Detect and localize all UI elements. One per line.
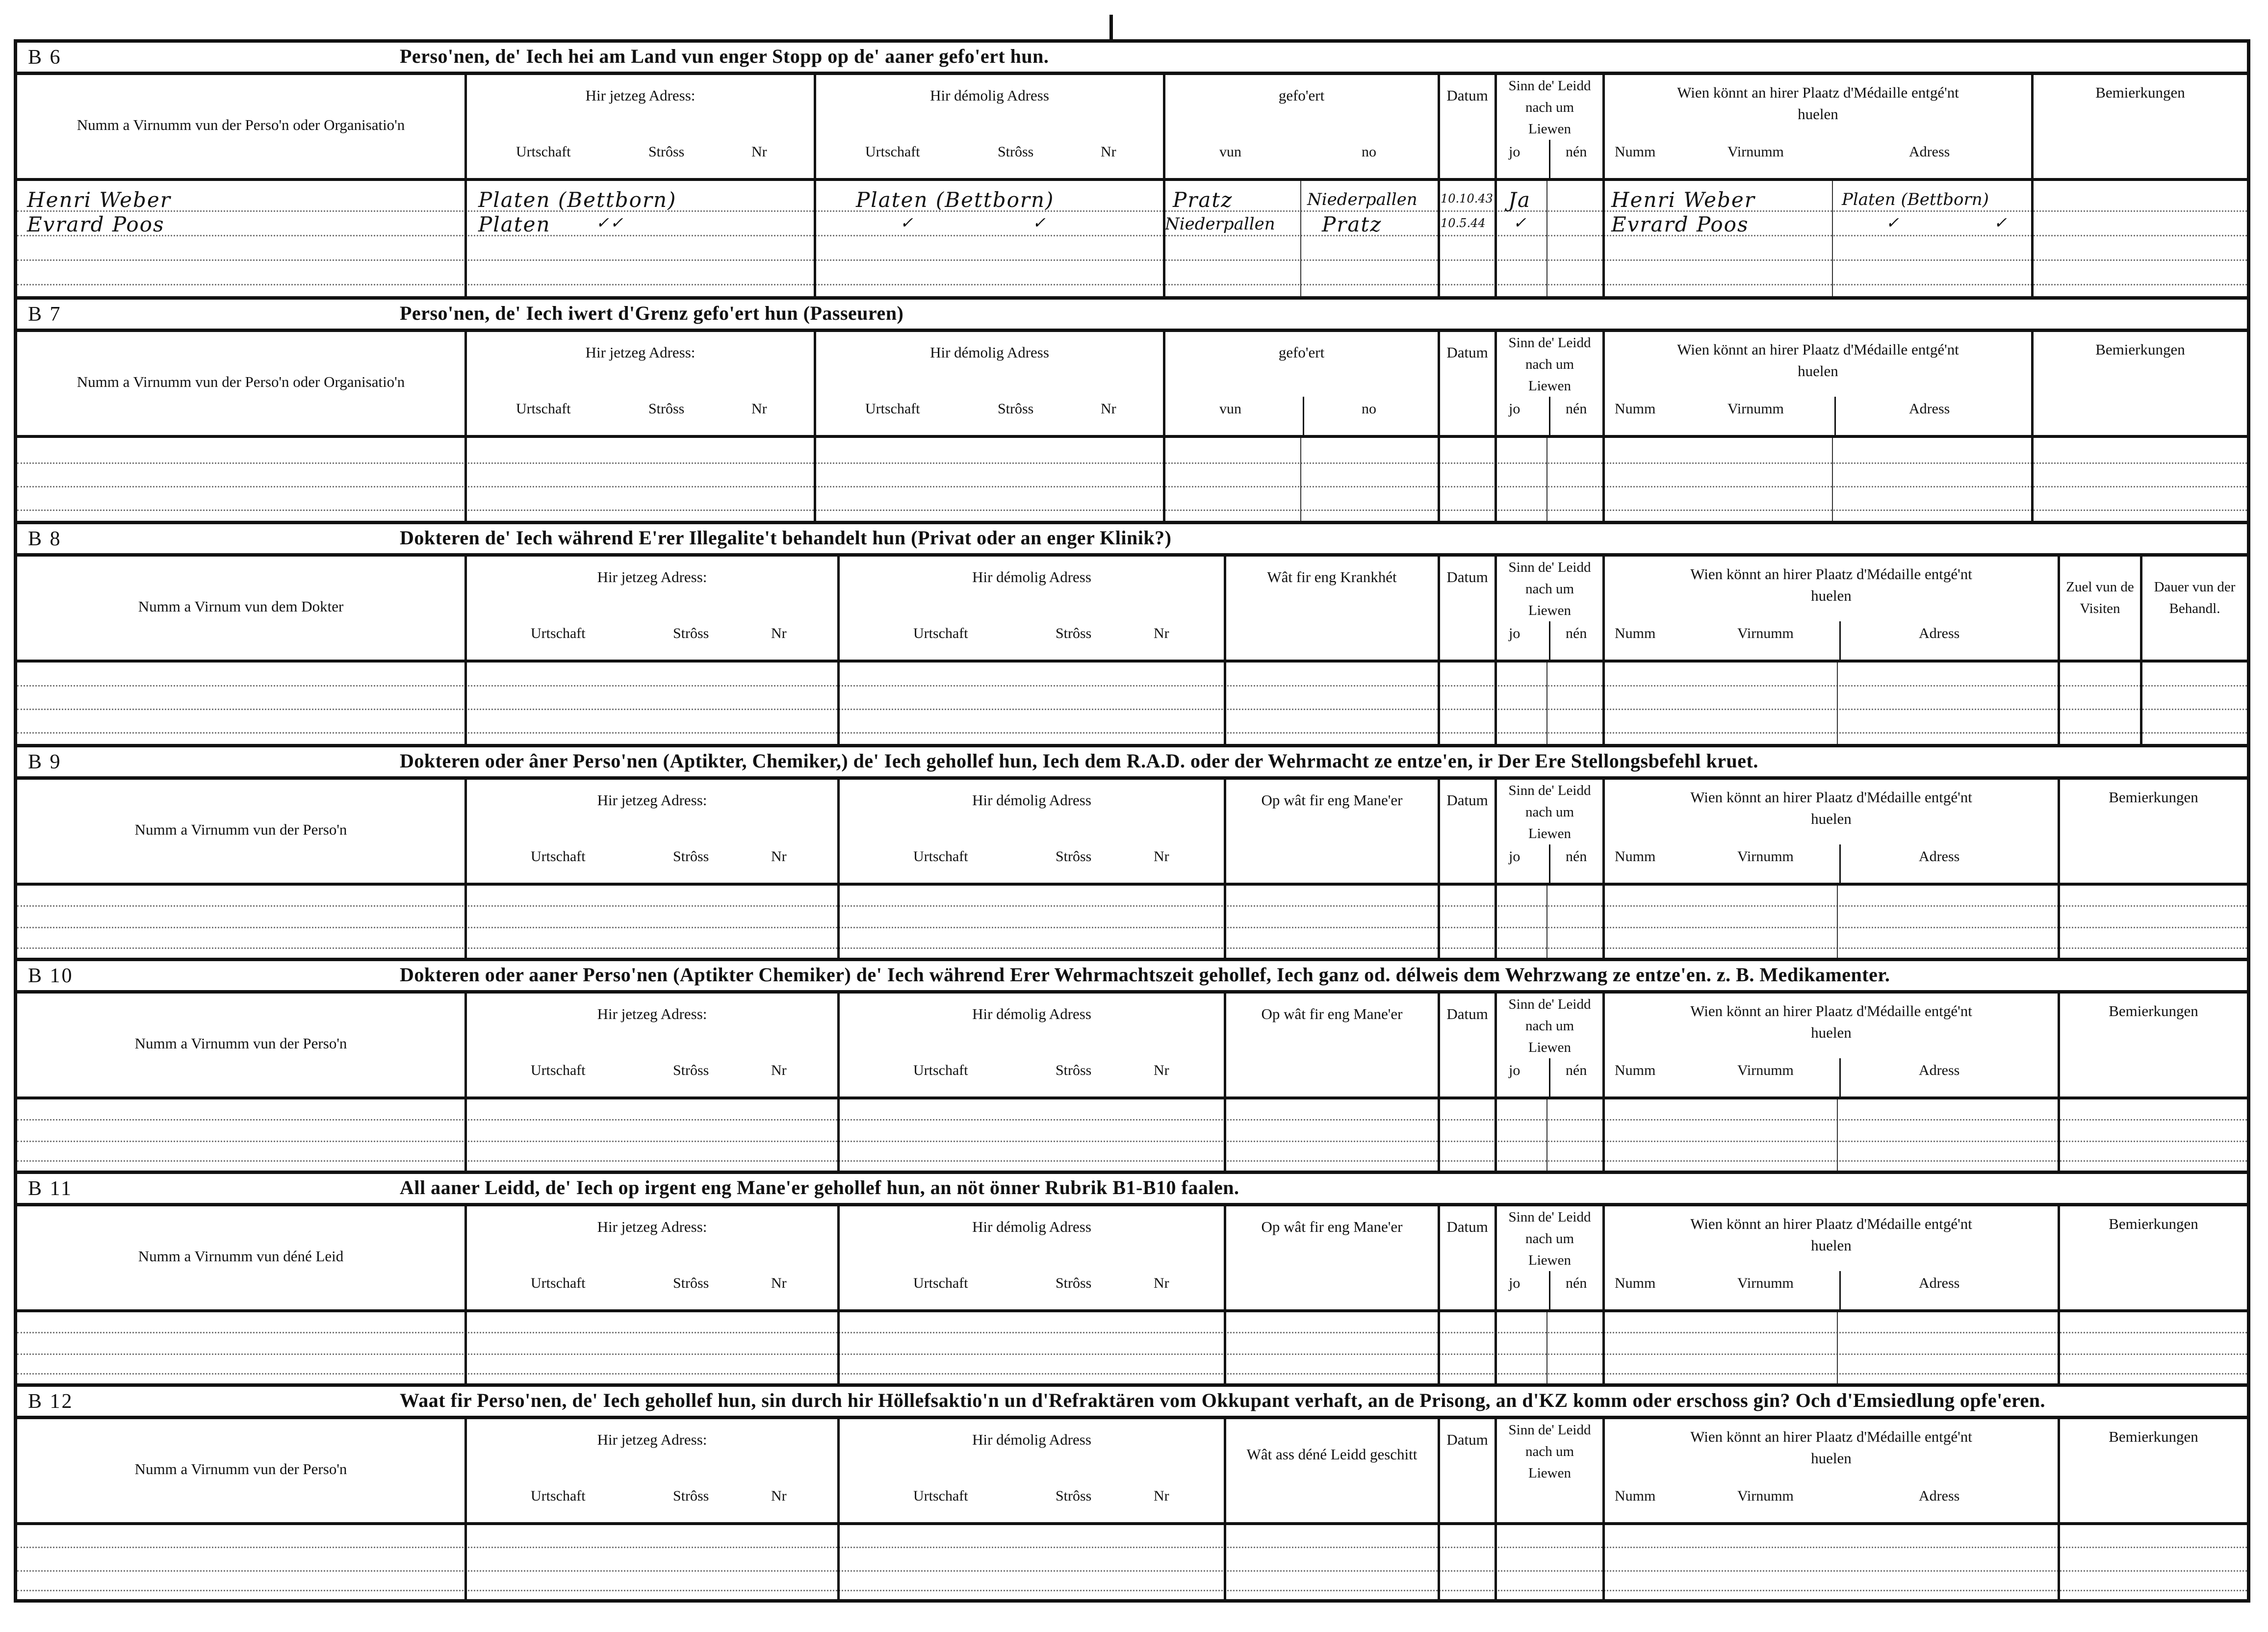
number-label: Nr: [751, 144, 767, 160]
ditto-mark: ✓: [1513, 213, 1527, 232]
locality-label: Urtschaft: [913, 1275, 968, 1291]
firstname-label: Virnumm: [1737, 848, 1794, 865]
number-label: Nr: [771, 1488, 787, 1504]
number-label: Nr: [1154, 848, 1169, 865]
remarks-header: Bemierkungen: [2109, 1215, 2198, 1232]
section-title-bar: [17, 524, 2247, 557]
number-label: Nr: [1101, 401, 1116, 417]
still-alive-header: Sinn de' Leidd nach um Liewen: [1508, 996, 1591, 1055]
section-code: B 9: [28, 751, 62, 773]
medal-header: Wien könnt an hirer Plaatz d'Médaille entgé'nt huelen: [1690, 789, 1972, 827]
entry-medal-address: Platen (Bettborn): [1842, 190, 1989, 209]
current-address-header: Hir jetzeg Adress:: [597, 1431, 707, 1448]
surname-label: Numm: [1615, 144, 1656, 160]
street-label: Strôss: [998, 144, 1034, 160]
referee-form: [14, 39, 2250, 1603]
former-address-header: Hir démolig Adress: [972, 1431, 1091, 1448]
street-label: Strôss: [998, 401, 1034, 417]
locality-label: Urtschaft: [531, 1062, 586, 1078]
transported-header: gefo'ert: [1278, 87, 1325, 104]
firstname-label: Virnumm: [1737, 1062, 1794, 1078]
street-label: Strôss: [1056, 1275, 1092, 1291]
table-body: [17, 438, 2247, 524]
date-header: Datum: [1446, 568, 1488, 586]
entry-medal-name: Henri Weber: [1611, 188, 1755, 212]
medal-header: Wien könnt an hirer Plaatz d'Médaille entgé'nt huelen: [1690, 1002, 1972, 1041]
table-header: [17, 75, 2247, 181]
current-address-header: Hir jetzeg Adress:: [597, 1218, 707, 1235]
no-label: nén: [1566, 848, 1587, 865]
section-b9: [17, 747, 2247, 961]
current-address-header: Hir jetzeg Adress:: [597, 791, 707, 809]
street-label: Strôss: [648, 401, 685, 417]
street-label: Strôss: [673, 625, 709, 641]
street-label: Strôss: [1056, 1062, 1092, 1078]
section-b10: [17, 961, 2247, 1174]
street-label: Strôss: [1056, 1488, 1092, 1504]
section-heading: All aaner Leidd, de' Iech op irgent eng Mane'er gehollef hun, an nöt önner Rubrik B1-B10 faalen.: [400, 1176, 1239, 1198]
name-column-header: Numm a Virnum vun dem Dokter: [138, 598, 344, 615]
former-address-header: Hir démolig Adress: [972, 1005, 1091, 1022]
medal-header: Wien könnt an hirer Plaatz d'Médaille entgé'nt huelen: [1677, 84, 1959, 123]
locality-label: Urtschaft: [865, 144, 920, 160]
remarks-header: Bemierkungen: [2109, 789, 2198, 806]
date-header: Datum: [1446, 344, 1488, 361]
street-label: Strôss: [1056, 848, 1092, 865]
medal-header: Wien könnt an hirer Plaatz d'Médaille entgé'nt huelen: [1690, 565, 1972, 604]
entry-medal-name: Evrard Poos: [1611, 212, 1749, 236]
entry-current-address: Platen (Bettborn): [478, 188, 677, 212]
locality-label: Urtschaft: [516, 144, 571, 160]
medal-header: Wien könnt an hirer Plaatz d'Médaille entgé'nt huelen: [1690, 1215, 1972, 1254]
section-code: B 11: [28, 1177, 73, 1200]
locality-label: Urtschaft: [531, 848, 586, 865]
manner-header: Op wât fir eng Mane'er: [1261, 1218, 1403, 1235]
section-code: B 7: [28, 303, 62, 326]
surname-label: Numm: [1615, 625, 1656, 641]
section-code: B 10: [28, 965, 74, 987]
table-header: [17, 780, 2247, 886]
street-label: Strôss: [673, 1275, 709, 1291]
locality-label: Urtschaft: [865, 401, 920, 417]
locality-label: Urtschaft: [913, 1062, 968, 1078]
name-column-header: Numm a Virnumm vun der Perso'n: [134, 1035, 347, 1052]
from-label: vun: [1219, 401, 1241, 417]
former-address-header: Hir démolig Adress: [972, 568, 1091, 586]
still-alive-header: Sinn de' Leidd nach um Liewen: [1508, 560, 1591, 618]
ditto-mark: ✓✓: [596, 213, 624, 232]
street-label: Strôss: [648, 144, 685, 160]
section-code: B 8: [28, 528, 62, 550]
section-title-bar: [17, 1174, 2247, 1206]
date-header: Datum: [1446, 1005, 1488, 1022]
section-code: B 12: [28, 1390, 74, 1413]
ditto-mark: ✓: [1886, 213, 1900, 232]
medal-header: Wien könnt an hirer Plaatz d'Médaille entgé'nt huelen: [1690, 1428, 1972, 1467]
address-label: Adress: [1919, 1062, 1960, 1078]
surname-label: Numm: [1615, 1488, 1656, 1504]
locality-label: Urtschaft: [531, 1488, 586, 1504]
name-column-header: Numm a Virnumm vun der Perso'n oder Organisatio'n: [77, 116, 405, 133]
surname-label: Numm: [1615, 1062, 1656, 1078]
locality-label: Urtschaft: [531, 1275, 586, 1291]
street-label: Strôss: [673, 848, 709, 865]
locality-label: Urtschaft: [516, 401, 571, 417]
ditto-mark: ✓: [1994, 213, 2008, 232]
number-label: Nr: [771, 625, 787, 641]
section-title-bar: [17, 43, 2247, 75]
address-label: Adress: [1919, 848, 1960, 865]
firstname-label: Virnumm: [1727, 401, 1784, 417]
table-header: [17, 1419, 2247, 1525]
remarks-header: Bemierkungen: [2109, 1428, 2198, 1445]
section-heading: Dokteren de' Iech während E'rer Illegalite't behandelt hun (Privat oder an enger Klinik?): [400, 527, 1172, 549]
entry-former-address: Platen (Bettborn): [856, 188, 1055, 212]
no-label: nén: [1566, 1275, 1587, 1291]
no-label: nén: [1566, 144, 1587, 160]
number-label: Nr: [771, 848, 787, 865]
still-alive-header: Sinn de' Leidd nach um Liewen: [1508, 78, 1591, 137]
table-body: [17, 181, 2247, 300]
table-body: [17, 1099, 2247, 1174]
section-title-bar: [17, 300, 2247, 332]
no-label: nén: [1566, 401, 1587, 417]
medal-header: Wien könnt an hirer Plaatz d'Médaille entgé'nt huelen: [1677, 341, 1959, 380]
entry-from: Niederpallen: [1165, 214, 1275, 234]
yes-label: jo: [1509, 1062, 1521, 1078]
still-alive-header: Sinn de' Leidd nach um Liewen: [1508, 335, 1591, 394]
no-label: nén: [1566, 625, 1587, 641]
firstname-label: Virnumm: [1727, 144, 1784, 160]
street-label: Strôss: [1056, 625, 1092, 641]
entry-yes: Ja: [1508, 188, 1531, 212]
table-body: [17, 1525, 2247, 1599]
remarks-header: Bemierkungen: [2109, 1002, 2198, 1020]
locality-label: Urtschaft: [913, 1488, 968, 1504]
yes-label: jo: [1509, 144, 1521, 160]
former-address-header: Hir démolig Adress: [930, 344, 1049, 361]
still-alive-header: Sinn de' Leidd nach um Liewen: [1508, 783, 1591, 842]
current-address-header: Hir jetzeg Adress:: [585, 344, 696, 361]
date-header: Datum: [1446, 791, 1488, 809]
address-label: Adress: [1909, 144, 1950, 160]
table-header: [17, 557, 2247, 663]
number-label: Nr: [771, 1062, 787, 1078]
entry-date: 10.5.44: [1441, 216, 1486, 230]
name-column-header: Numm a Virnumm vun déné Leid: [138, 1248, 344, 1265]
section-title-bar: [17, 747, 2247, 780]
table-body: [17, 663, 2247, 747]
number-label: Nr: [751, 401, 767, 417]
manner-header: Op wât fir eng Mane'er: [1261, 1005, 1403, 1022]
section-b7: [17, 300, 2247, 524]
entry-date: 10.10.43: [1441, 192, 1493, 205]
address-label: Adress: [1919, 1275, 1960, 1291]
street-label: Strôss: [673, 1488, 709, 1504]
yes-label: jo: [1509, 848, 1521, 865]
firstname-label: Virnumm: [1737, 1488, 1794, 1504]
former-address-header: Hir démolig Adress: [972, 791, 1091, 809]
number-label: Nr: [771, 1275, 787, 1291]
section-b11: [17, 1174, 2247, 1387]
former-address-header: Hir démolig Adress: [972, 1218, 1091, 1235]
entry-name: Henri Weber: [27, 188, 171, 212]
section-heading: Waat fir Perso'nen, de' Iech gehollef hun, sin durch hir Höllefsaktio'n un d'Refraktären vom Okkupant verhaft, an de Prisong, an d'KZ komm oder erschoss gin? Och d'Emsiedlung opfe'eren.: [400, 1389, 2046, 1411]
firstname-label: Virnumm: [1737, 1275, 1794, 1291]
number-label: Nr: [1154, 1062, 1169, 1078]
ditto-mark: ✓: [1032, 213, 1047, 232]
date-header: Datum: [1446, 1431, 1488, 1448]
surname-label: Numm: [1615, 848, 1656, 865]
number-label: Nr: [1154, 1275, 1169, 1291]
current-address-header: Hir jetzeg Adress:: [585, 87, 696, 104]
entry-to: Niederpallen: [1307, 190, 1418, 209]
name-column-header: Numm a Virnumm vun der Perso'n oder Organisatio'n: [77, 373, 405, 390]
current-address-header: Hir jetzeg Adress:: [597, 1005, 707, 1022]
surname-label: Numm: [1615, 1275, 1656, 1291]
table-header: [17, 1206, 2247, 1312]
number-label: Nr: [1154, 625, 1169, 641]
street-label: Strôss: [673, 1062, 709, 1078]
number-label: Nr: [1154, 1488, 1169, 1504]
section-code: B 6: [28, 46, 62, 69]
yes-label: jo: [1509, 625, 1521, 641]
section-heading: Dokteren oder âner Perso'nen (Aptikter, Chemiker,) de' Iech gehollef hun, Iech dem R.A.D. oder der Wehrmacht ze entze'en, ir Der Ere Stellongsbefehl kruet.: [400, 750, 1758, 772]
table-body: [17, 886, 2247, 961]
entry-current-address: Platen: [478, 212, 551, 236]
former-address-header: Hir démolig Adress: [930, 87, 1049, 104]
address-label: Adress: [1919, 625, 1960, 641]
entry-name: Evrard Poos: [27, 212, 165, 236]
yes-label: jo: [1509, 1275, 1521, 1291]
locality-label: Urtschaft: [531, 625, 586, 641]
surname-label: Numm: [1615, 401, 1656, 417]
manner-header: Op wât fir eng Mane'er: [1261, 791, 1403, 809]
yes-label: jo: [1509, 401, 1521, 417]
date-header: Datum: [1446, 1218, 1488, 1235]
to-label: no: [1362, 401, 1376, 417]
name-column-header: Numm a Virnumm vun der Perso'n: [134, 1460, 347, 1478]
no-label: nén: [1566, 1062, 1587, 1078]
table-body: [17, 1312, 2247, 1387]
table-header: [17, 994, 2247, 1099]
section-title-bar: [17, 1387, 2247, 1419]
section-heading: Perso'nen, de' Iech hei am Land vun enger Stopp op de' aaner gefo'ert hun.: [400, 45, 1049, 67]
address-label: Adress: [1919, 1488, 1960, 1504]
locality-label: Urtschaft: [913, 625, 968, 641]
entry-to: Pratz: [1322, 212, 1382, 236]
section-b6: [17, 43, 2247, 300]
visits-count-header: Zuel vun de Visiten: [2066, 579, 2134, 616]
remarks-header: Bemierkungen: [2095, 341, 2185, 358]
transported-header: gefo'ert: [1278, 344, 1325, 361]
still-alive-header: Sinn de' Leidd nach um Liewen: [1508, 1422, 1591, 1481]
treatment-duration-header: Dauer vun der Behandl.: [2154, 579, 2236, 616]
to-label: no: [1362, 144, 1376, 160]
number-label: Nr: [1101, 144, 1116, 160]
entry-from: Pratz: [1173, 188, 1233, 212]
name-column-header: Numm a Virnumm vun der Perso'n: [134, 821, 347, 838]
firstname-label: Virnumm: [1737, 625, 1794, 641]
address-label: Adress: [1909, 401, 1950, 417]
still-alive-header: Sinn de' Leidd nach um Liewen: [1508, 1209, 1591, 1268]
remarks-header: Bemierkungen: [2095, 84, 2185, 101]
section-heading: Dokteren oder aaner Perso'nen (Aptikter Chemiker) de' Iech während Erer Wehrmachtszeit gehollef, Iech ganz od. délweis dem Wehrzwang ze entze'en. z. B. Medikamenter.: [400, 964, 1890, 986]
locality-label: Urtschaft: [913, 848, 968, 865]
illness-header: Wât fir eng Krankhét: [1267, 568, 1397, 586]
from-label: vun: [1219, 144, 1241, 160]
ditto-mark: ✓: [900, 213, 914, 232]
section-title-bar: [17, 961, 2247, 994]
section-b8: [17, 524, 2247, 747]
what-happened-header: Wât ass déné Leidd geschitt: [1246, 1446, 1418, 1463]
section-b12: [17, 1387, 2247, 1603]
table-header: [17, 332, 2247, 438]
date-header: Datum: [1446, 87, 1488, 104]
top-margin-mark: [1109, 15, 1113, 39]
current-address-header: Hir jetzeg Adress:: [597, 568, 707, 586]
section-heading: Perso'nen, de' Iech iwert d'Grenz gefo'ert hun (Passeuren): [400, 302, 904, 324]
